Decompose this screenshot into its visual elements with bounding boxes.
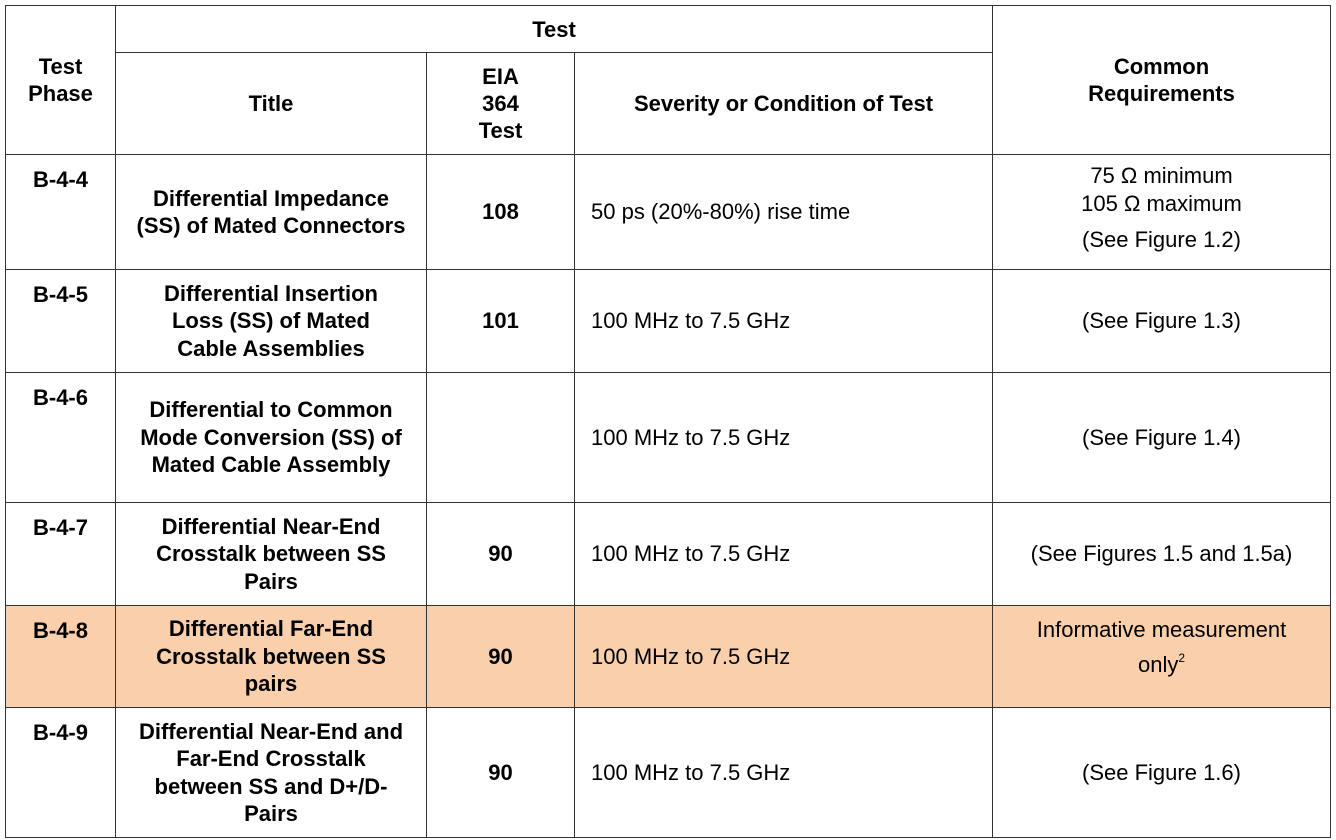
row-severity: 100 MHz to 7.5 GHz — [575, 270, 993, 373]
header-severity: Severity or Condition of Test — [575, 53, 993, 155]
row-title: Differential Near-End and Far-End Crosstalk between SS and D+/D- Pairs — [116, 708, 427, 838]
row-severity: 100 MHz to 7.5 GHz — [575, 503, 993, 606]
table-row — [6, 270, 1331, 373]
row-eia: 90 — [427, 606, 575, 708]
spec-table — [5, 5, 1331, 838]
row-eia — [427, 373, 575, 503]
table-row — [6, 708, 1331, 838]
row-requirements: (See Figures 1.5 and 1.5a) — [993, 503, 1331, 606]
row-phase: B-4-7 — [6, 503, 116, 606]
header-test-group: Test — [116, 6, 993, 53]
row-requirements — [993, 606, 1331, 708]
row-eia: 101 — [427, 270, 575, 373]
row-phase: B-4-5 — [6, 270, 116, 373]
header-title: Title — [116, 53, 427, 155]
table-row-highlighted — [6, 606, 1331, 708]
req-maximum: 105 Ω maximum — [1081, 191, 1242, 216]
row-title: Differential Impedance (SS) of Mated Connectors — [116, 155, 427, 270]
row-phase: B-4-4 — [6, 155, 116, 270]
row-requirements: (See Figure 1.4) — [993, 373, 1331, 503]
footnote-marker: 2 — [1178, 651, 1186, 665]
row-severity: 100 MHz to 7.5 GHz — [575, 373, 993, 503]
table-row — [6, 373, 1331, 503]
header-test-phase: Test Phase — [6, 6, 116, 155]
row-phase: B-4-9 — [6, 708, 116, 838]
req-figure-ref: (See Figure 1.2) — [1082, 227, 1241, 252]
header-row-1 — [6, 6, 1331, 53]
row-severity: 100 MHz to 7.5 GHz — [575, 708, 993, 838]
header-eia-364-test: EIA 364 Test — [427, 53, 575, 155]
req-text: Informative measurement only — [1036, 617, 1287, 677]
row-eia: 108 — [427, 155, 575, 270]
row-title: Differential Insertion Loss (SS) of Mated Cable Assemblies — [116, 270, 427, 373]
row-eia: 90 — [427, 708, 575, 838]
row-requirements: (See Figure 1.3) — [993, 270, 1331, 373]
table-row — [6, 503, 1331, 606]
row-phase: B-4-6 — [6, 373, 116, 503]
table-row — [6, 155, 1331, 270]
req-minimum: 75 Ω minimum — [1090, 163, 1233, 188]
row-eia: 90 — [427, 503, 575, 606]
row-severity: 50 ps (20%-80%) rise time — [575, 155, 993, 270]
row-requirements: (See Figure 1.6) — [993, 708, 1331, 838]
row-phase: B-4-8 — [6, 606, 116, 708]
row-title: Differential Far-End Crosstalk between SS pairs — [116, 606, 427, 708]
row-title: Differential Near-End Crosstalk between SS Pairs — [116, 503, 427, 606]
row-title: Differential to Common Mode Conversion (SS) of Mated Cable Assembly — [116, 373, 427, 503]
row-requirements — [993, 155, 1331, 270]
header-common-requirements: Common Requirements — [993, 6, 1331, 155]
row-severity: 100 MHz to 7.5 GHz — [575, 606, 993, 708]
